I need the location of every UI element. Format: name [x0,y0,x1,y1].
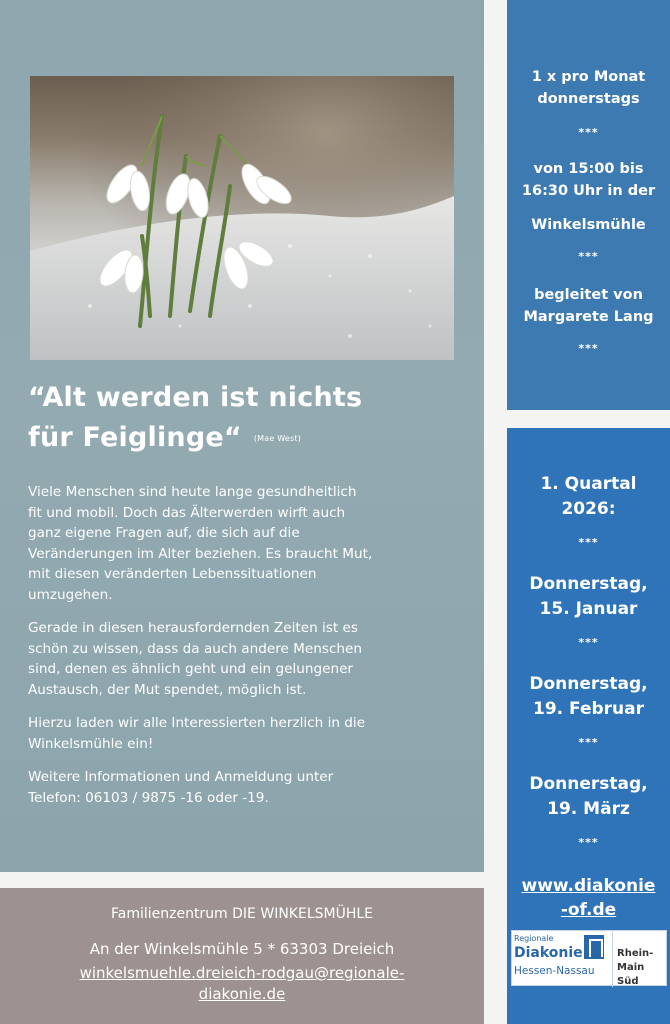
text-line: Veränderungen im Alter beziehen. Es braucht Mut, [28,545,373,562]
separator-stars: *** [578,736,599,749]
quarter-line-1: 1. Quartal [540,474,637,494]
text-line: ganz eigene Fragen auf, die sich auf die [28,525,300,541]
date-2-day: 19. Februar [533,699,644,719]
email-link[interactable] [0,963,484,1005]
snowdrops-illustration [30,76,454,360]
text-line: Telefon: 06103 / 9875 -16 oder -19. [28,789,269,806]
separator-stars: *** [578,636,599,649]
date-3-day: 19. März [547,799,630,819]
leader-name: Margarete Lang [523,309,654,325]
snowdrops-photo [30,76,454,360]
quarter-line-2: 2026: [561,499,616,519]
date-3-weekday: Donnerstag, [529,774,648,794]
logo-area [617,947,668,989]
text-line: sind, denen es ähnlich geht und ein gelungener [28,661,354,677]
date-1-weekday: Donnerstag, [529,574,648,594]
logo-left [512,931,612,987]
logo-right [612,931,668,987]
logo-small-text: Regionale [514,934,554,943]
footer-panel [0,888,484,1024]
text-line: Winkelsmühle ein! [28,735,154,752]
leader-line-1: begleitet von [534,287,643,303]
email-line-2: diakonie.de [198,985,286,1003]
paragraph-intro [28,482,458,605]
diakonie-mark-icon [584,935,604,959]
website-link[interactable] [507,874,670,922]
text-line: schön zu wissen, dass da auch andere Menschen [28,640,363,657]
schedule-box [507,0,670,410]
frequency-line-1: 1 x pro Monat [531,69,646,85]
paragraph-contact [28,767,458,808]
time-line-1: von 15:00 bis [533,161,644,177]
separator-stars: *** [578,536,599,549]
email-line-1: winkelsmuehle.dreieich-rodgau@regionale- [79,964,405,982]
address: An der Winkelsmühle 5 * 63303 Dreieich [89,940,395,958]
time-line-2: 16:30 Uhr in der [521,183,656,199]
quote-line-2: für Feiglinge“ [28,422,242,453]
quote-author: (Mae West) [253,433,302,443]
text-line: Weitere Informationen und Anmeldung unter [28,769,334,785]
text-line: Austausch, der Mut spendet, möglich ist. [28,681,307,698]
organization-name: Familienzentrum DIE WINKELSMÜHLE [110,906,374,922]
logo-area-line-1: Rhein-Main [617,948,654,973]
text-line: Viele Menschen sind heute lange gesundheitlich [28,484,357,500]
logo-name: Diakonie [514,945,583,961]
text-line: Hierzu laden wir alle Interessierten herzlich in die [28,715,366,731]
text-line: mit diesen veränderten Lebenssituationen [28,566,317,582]
text-line: umzugehen. [28,586,113,603]
date-1-day: 15. Januar [539,599,638,619]
dates-box [507,428,670,1024]
website-line-1: www.diakonie [521,876,656,896]
text-line: fit und mobil. Doch das Älterwerden wirft auch [28,504,346,521]
frequency-line-2: donnerstags [537,91,640,107]
separator-stars: *** [578,250,599,263]
logo-region: Hessen-Nassau [514,965,595,977]
text-line: Gerade in diesen herausfordernden Zeiten ist es [28,620,358,636]
paragraph-invitation [28,713,458,754]
body-text [28,482,458,821]
separator-stars: *** [578,836,599,849]
diakonie-logo [511,930,667,986]
paragraph-exchange [28,618,458,700]
website-line-2: -of.de [560,900,617,920]
logo-area-line-2: Süd [617,976,639,987]
place: Winkelsmühle [531,217,646,233]
date-2-weekday: Donnerstag, [529,674,648,694]
separator-stars: *** [578,342,599,355]
quote-line-1: “Alt werden ist nichts [28,382,363,413]
headline-quote [28,378,468,459]
separator-stars: *** [578,126,599,139]
